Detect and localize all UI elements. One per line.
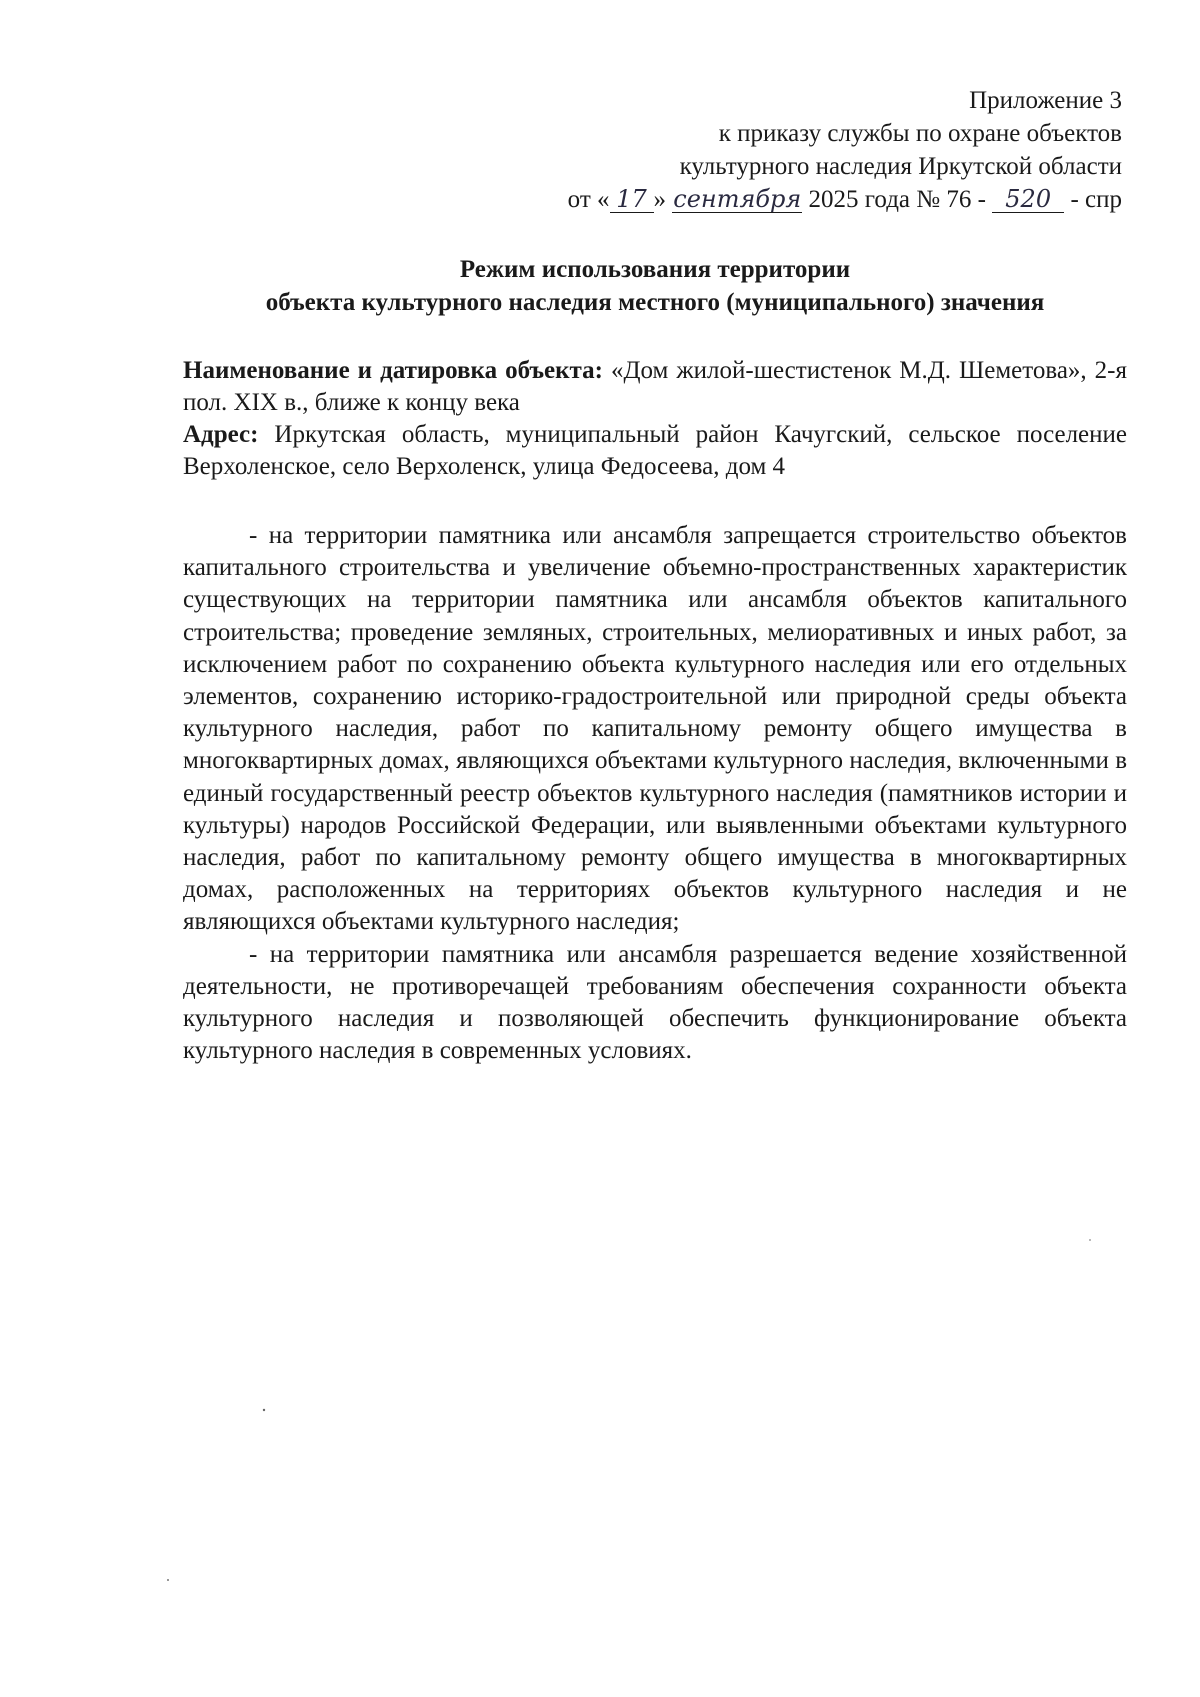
permission-paragraph: - на территории памятника или ансамбля разрешается ведение хозяйственной деятельности, не противоречащей требованиям обеспечения сохранности объекта культурного наследия и позволяющей обеспечить функционирование объекта культурного наследия в современных условиях.	[183, 940, 1127, 1065]
regime-text	[183, 520, 1127, 1067]
object-name-row	[183, 355, 1127, 419]
handwritten-order-number: 520	[992, 186, 1064, 213]
object-address-value: Иркутская область, муниципальный район Качугский, сельское поселение Верхоленское, село Верхоленск, улица Федосеева, дом 4	[183, 421, 1127, 480]
handwritten-month: сентября	[673, 185, 802, 213]
date-prefix: от «	[567, 186, 610, 213]
order-reference-line: к приказу службы по охране объектов	[718, 120, 1122, 147]
order-authority-line: культурного наследия Иркутской области	[679, 153, 1122, 180]
date-suffix: 2025 года № 76 -	[808, 186, 986, 213]
prohibition-paragraph: - на территории памятника или ансамбля запрещается строительство объектов капитального строительства и увеличение объемно-пространственных характеристик существующих на территории памятника или ансамбля объектов капитального строительства; проведение земляных, строительных, мелиоративных и иных работ, за исключением работ по сохранению объекта культурного наследия или его отдельных элементов, сохранению историко-градостроительной или природной среды объекта культурного наследия, работ по капитальному ремонту общего имущества в многоквартирных домах, являющихся объектами культурного наследия, включенными в единый государственный реестр объектов культурного наследия (памятников истории и культуры) народов Российской Федерации, или выявленными объектами культурного наследия, работ по капитальному ремонту общего имущества в многоквартирных домах, расположенных на территориях объектов культурного наследия и не являющихся объектами культурного наследия;	[183, 522, 1127, 936]
title-line-1: Режим использования территории	[459, 256, 851, 283]
handwritten-day: 17	[610, 186, 654, 213]
date-mid: »	[653, 186, 667, 213]
object-name-value: «Дом жилой-шестистенок М.Д. Шеметова», 2-я пол. XIX в., ближе к концу века	[183, 357, 1127, 416]
object-info	[183, 355, 1127, 483]
document-title	[183, 253, 1127, 319]
title-line-2: объекта культурного наследия местного (муниципального) значения	[265, 289, 1045, 316]
appendix-number: Приложение 3	[969, 87, 1122, 114]
object-address-label: Адрес:	[183, 421, 259, 448]
order-date-line	[482, 183, 1122, 216]
order-suffix: - спр	[1070, 186, 1122, 213]
appendix-header	[482, 84, 1122, 216]
object-name-label: Наименование и датировка объекта:	[183, 357, 603, 384]
object-address-row	[183, 419, 1127, 483]
